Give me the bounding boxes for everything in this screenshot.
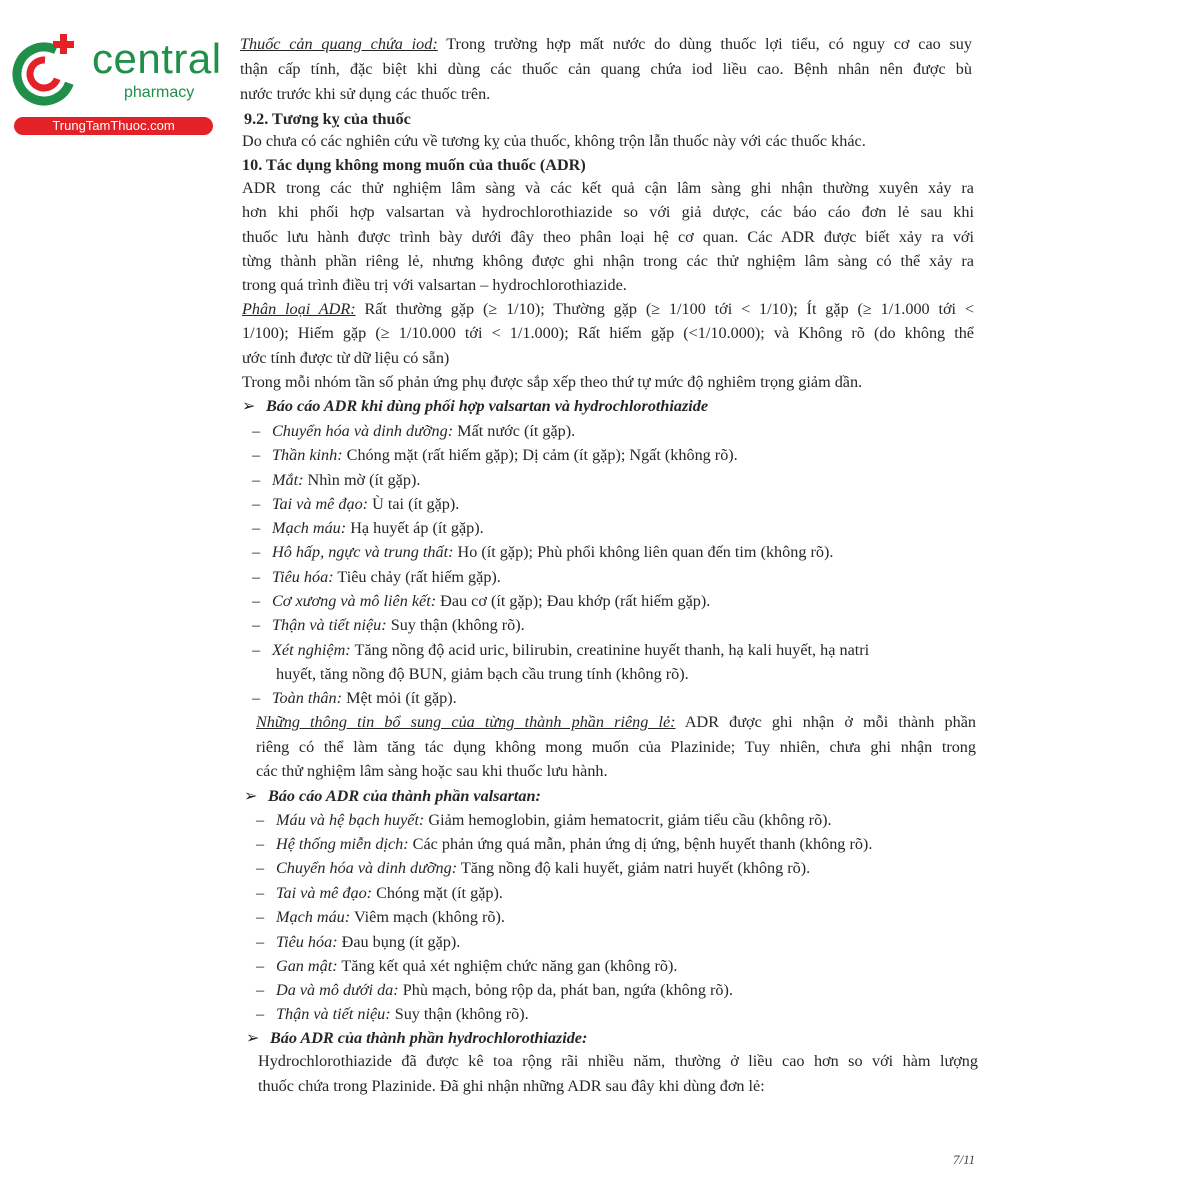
paragraph-text: Rất thường gặp (≥ 1/10); Thường gặp (≥ 1/100 tới < 1/10); Ít gặp (≥ 1/1.000 tới < bbox=[364, 300, 975, 318]
paragraph-line: các thử nghiệm lâm sàng hoặc sau khi thuốc lưu hành. bbox=[256, 762, 608, 780]
list-item: – Xét nghiệm: Tăng nồng độ acid uric, bilirubin, creatinine huyết thanh, hạ kali huyết, hạ natri bbox=[252, 641, 870, 659]
paragraph-line: Trong mỗi nhóm tần số phản ứng phụ được sắp xếp theo thứ tự mức độ nghiêm trọng giảm dần. bbox=[242, 373, 863, 391]
subsection-heading-text: Báo cáo ADR của thành phần valsartan: bbox=[268, 787, 541, 805]
paragraph-line: 1/100); Hiếm gặp (≥ 1/10.000 tới < 1/1.000); Rất hiếm gặp (<1/10.000); và Không rõ (do không thể bbox=[242, 324, 974, 342]
list-item: – Cơ xương và mô liên kết: Đau cơ (ít gặp); Đau khớp (rất hiếm gặp). bbox=[252, 592, 711, 610]
subsection-heading-text: Báo cáo ADR khi dùng phối hợp valsartan và hydrochlorothiazide bbox=[266, 397, 709, 415]
logo-banner: TrungTamThuoc.com bbox=[14, 117, 213, 135]
list-item: – Da và mô dưới da: Phù mạch, bỏng rộp da, phát ban, ngứa (không rõ). bbox=[256, 981, 733, 999]
list-item-continuation: huyết, tăng nồng độ BUN, giảm bạch cầu trung tính (không rõ). bbox=[276, 665, 689, 683]
additional-info-label: Những thông tin bổ sung của từng thành phần riêng lẻ: bbox=[256, 713, 676, 731]
paragraph-line bbox=[256, 712, 976, 732]
paragraph-line: thuốc lưu hành được trình bày dưới đây theo phân loại hệ cơ quan. Các ADR được biết xảy ra với bbox=[242, 228, 974, 246]
subsection-heading-hydrochlorothiazide bbox=[246, 1028, 587, 1048]
page-number: 7/11 bbox=[953, 1152, 976, 1167]
arrow-bullet-icon: ➢ bbox=[244, 787, 258, 805]
paragraph-line bbox=[242, 299, 974, 319]
list-item: – Hô hấp, ngực và trung thất: Ho (ít gặp); Phù phổi không liên quan đến tim (không rõ). bbox=[252, 543, 834, 561]
list-item: – Mắt: Nhìn mờ (ít gặp). bbox=[252, 471, 421, 489]
paragraph-line: từng thành phần riêng lẻ, nhưng không được ghi nhận trong các thử nghiệm lâm sàng có thể xảy ra bbox=[242, 252, 974, 270]
paragraph-line: thận cấp tính, đặc biệt khi dùng các thuốc cản quang chứa iod liều cao. Bệnh nhân nên được bù bbox=[240, 60, 972, 78]
list-item: – Chuyển hóa và dinh dưỡng: Tăng nồng độ kali huyết, giảm natri huyết (không rõ). bbox=[256, 859, 811, 877]
subsection-heading-text: Báo ADR của thành phần hydrochlorothiazide: bbox=[270, 1029, 588, 1047]
paragraph-line: ước tính được từ dữ liệu có sẵn) bbox=[242, 349, 450, 367]
paragraph-line: hơn khi phối hợp valsartan và hydrochlorothiazide so với giả dược, các báo cáo đơn lẻ sau khi bbox=[242, 203, 974, 221]
paragraph-line: riêng có thể làm tăng tác dụng không mong muốn của Plazinide; Tuy nhiên, chưa ghi nhận trong bbox=[256, 738, 976, 756]
arrow-bullet-icon: ➢ bbox=[242, 397, 256, 415]
section-heading-9-2: 9.2. Tương kỵ của thuốc bbox=[244, 110, 411, 128]
list-item: – Thần kinh: Chóng mặt (rất hiếm gặp); Dị cảm (ít gặp); Ngất (không rõ). bbox=[252, 446, 738, 464]
list-item: – Gan mật: Tăng kết quả xét nghiệm chức năng gan (không rõ). bbox=[256, 957, 678, 975]
list-item: – Tiêu hóa: Đau bụng (ít gặp). bbox=[256, 933, 461, 951]
contrast-agent-label: Thuốc cản quang chứa iod: bbox=[240, 35, 438, 53]
adr-classification-label: Phân loại ADR: bbox=[242, 300, 356, 318]
paragraph-line: trong quá trình điều trị với valsartan – hydrochlorothiazide. bbox=[242, 276, 627, 294]
list-item: – Thận và tiết niệu: Suy thận (không rõ). bbox=[256, 1005, 529, 1023]
list-item: – Tai và mê đạo: Ù tai (ít gặp). bbox=[252, 495, 460, 513]
list-item: – Mạch máu: Viêm mạch (không rõ). bbox=[256, 908, 505, 926]
list-item: – Thận và tiết niệu: Suy thận (không rõ). bbox=[252, 616, 525, 634]
section-heading-10: 10. Tác dụng không mong muốn của thuốc (ADR) bbox=[242, 156, 586, 174]
list-item: – Chuyển hóa và dinh dưỡng: Mất nước (ít gặp). bbox=[252, 422, 576, 440]
paragraph-line: Hydrochlorothiazide đã được kê toa rộng rãi nhiều năm, thường ở liều cao hơn so với hàm lượng bbox=[258, 1052, 978, 1070]
list-item: – Toàn thân: Mệt mỏi (ít gặp). bbox=[252, 689, 457, 707]
paragraph-line: nước trước khi sử dụng các thuốc trên. bbox=[240, 85, 491, 103]
arrow-bullet-icon: ➢ bbox=[246, 1029, 260, 1047]
paragraph-line: Do chưa có các nghiên cứu về tương kỵ của thuốc, không trộn lẫn thuốc này với các thuốc khác. bbox=[242, 132, 866, 150]
logo-sub-text: pharmacy bbox=[124, 84, 195, 101]
paragraph-line: ADR trong các thử nghiệm lâm sàng và các kết quả cận lâm sàng ghi nhận thường xuyên xảy ra bbox=[242, 179, 974, 197]
subsection-heading-combo bbox=[242, 396, 708, 416]
list-item: – Tiêu hóa: Tiêu chảy (rất hiếm gặp). bbox=[252, 568, 501, 586]
list-item: – Tai và mê đạo: Chóng mặt (ít gặp). bbox=[256, 884, 503, 902]
list-item: – Mạch máu: Hạ huyết áp (ít gặp). bbox=[252, 519, 484, 537]
list-item: – Máu và hệ bạch huyết: Giảm hemoglobin, giảm hematocrit, giảm tiểu cầu (không rõ). bbox=[256, 811, 832, 829]
paragraph-line: thuốc chứa trong Plazinide. Đã ghi nhận những ADR sau đây khi dùng đơn lẻ: bbox=[258, 1077, 765, 1095]
paragraph-text: Trong trường hợp mất nước do dùng thuốc lợi tiểu, có nguy cơ cao suy bbox=[446, 35, 972, 53]
paragraph-text: ADR được ghi nhận ở mỗi thành phần bbox=[684, 713, 976, 731]
paragraph-line bbox=[240, 34, 972, 54]
subsection-heading-valsartan bbox=[244, 786, 541, 806]
logo-brand-text: central bbox=[92, 35, 222, 82]
list-item: – Hệ thống miễn dịch: Các phản ứng quá mẫn, phản ứng dị ứng, bệnh huyết thanh (không rõ). bbox=[256, 835, 873, 853]
